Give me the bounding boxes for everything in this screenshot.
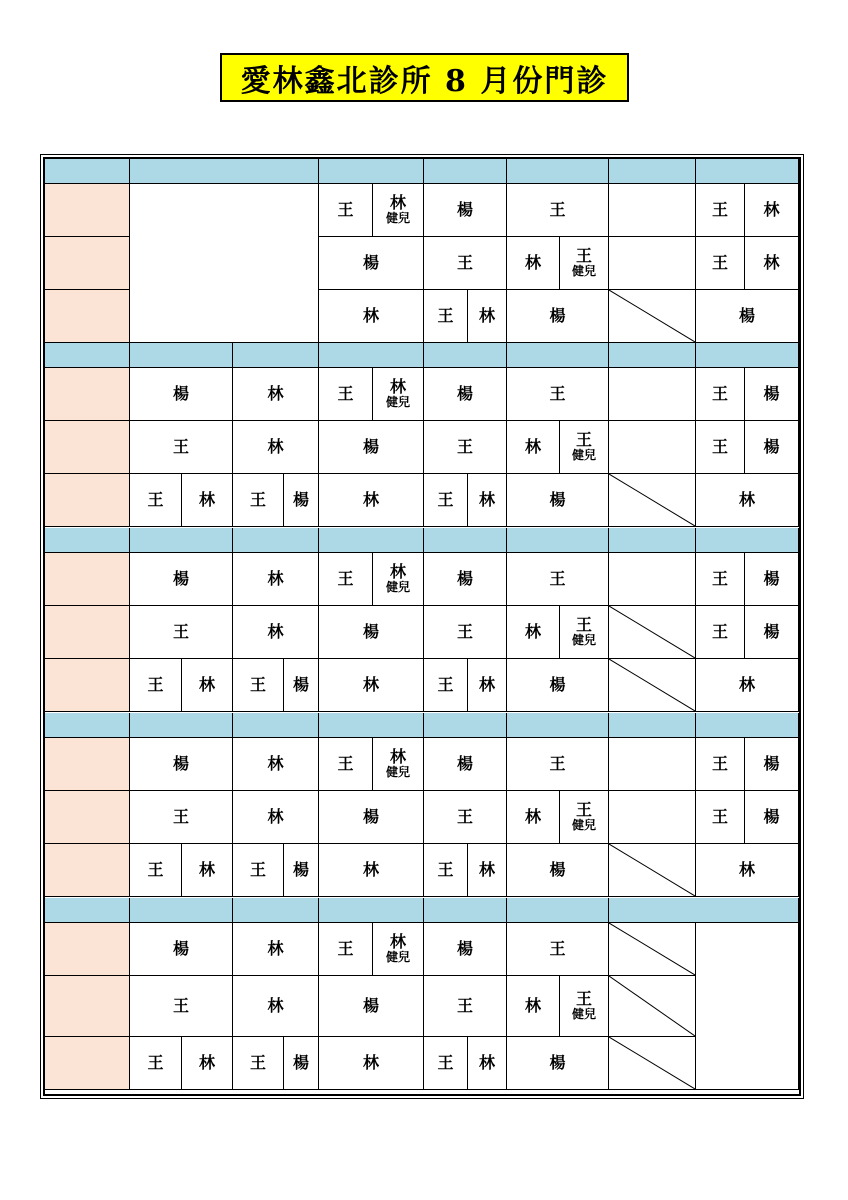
closed-slot	[609, 1037, 696, 1090]
schedule-cell: 楊	[319, 791, 424, 844]
schedule-cell: 王	[130, 421, 233, 474]
schedule-cell: 王	[319, 923, 373, 976]
header-label	[45, 343, 130, 368]
date-header	[507, 713, 609, 738]
schedule-cell: 林	[468, 659, 507, 712]
schedule-cell: 王	[233, 1037, 284, 1090]
doctor-stack	[386, 194, 410, 226]
schedule-cell: 王	[424, 976, 507, 1037]
date-header	[130, 528, 233, 553]
empty-block	[696, 923, 799, 1090]
slot-label	[45, 738, 130, 791]
slot-label	[45, 184, 130, 237]
schedule-cell: 林	[507, 237, 560, 290]
schedule-cell: 楊	[745, 421, 799, 474]
schedule-cell: 王	[696, 368, 745, 421]
diagonal-slash-icon	[609, 844, 695, 896]
schedule-table-inner	[43, 157, 801, 1096]
schedule-cell: 林	[696, 844, 799, 897]
schedule-cell: 王	[319, 738, 373, 791]
schedule-cell: 林	[319, 659, 424, 712]
schedule-cell	[373, 738, 424, 791]
doctor-name: 王	[575, 429, 592, 449]
schedule-cell: 楊	[424, 184, 507, 237]
schedule-cell: 王	[507, 184, 609, 237]
schedule-cell: 王	[130, 659, 182, 712]
schedule-cell: 林	[233, 553, 319, 606]
diagonal-slash-icon	[609, 1037, 695, 1089]
schedule-cell: 楊	[507, 1037, 609, 1090]
date-header	[507, 528, 609, 553]
date-header	[233, 528, 319, 553]
date-header-blank	[609, 898, 799, 923]
schedule-cell: 王	[507, 923, 609, 976]
empty-block	[130, 184, 319, 343]
date-header	[319, 898, 424, 923]
schedule-cell: 林	[696, 659, 799, 712]
doctor-name: 林	[389, 561, 406, 581]
date-header	[609, 713, 696, 738]
doctor-name: 王	[575, 614, 592, 634]
clinic-note: 健兒	[571, 448, 596, 463]
schedule-cell: 王	[130, 1037, 182, 1090]
schedule-cell: 林	[182, 1037, 233, 1090]
schedule-cell: 林	[182, 474, 233, 527]
date-header	[233, 713, 319, 738]
schedule-cell	[609, 368, 696, 421]
schedule-cell: 楊	[130, 738, 233, 791]
date-header	[424, 713, 507, 738]
schedule-cell: 王	[424, 791, 507, 844]
schedule-cell: 王	[319, 184, 373, 237]
clinic-note: 健兒	[571, 1007, 596, 1022]
schedule-cell: 林	[233, 791, 319, 844]
schedule-cell	[609, 184, 696, 237]
date-header	[507, 343, 609, 368]
schedule-cell: 楊	[319, 237, 424, 290]
slot-label	[45, 237, 130, 290]
header-label	[45, 159, 130, 184]
diagonal-slash-icon	[609, 659, 695, 711]
schedule-cell	[373, 184, 424, 237]
doctor-name: 王	[575, 245, 592, 265]
schedule-grid	[45, 159, 799, 1094]
schedule-cell: 林	[319, 844, 424, 897]
date-header	[696, 528, 799, 553]
schedule-cell	[560, 791, 609, 844]
date-header	[233, 898, 319, 923]
schedule-cell	[609, 553, 696, 606]
date-header	[609, 159, 696, 184]
date-header	[609, 343, 696, 368]
schedule-cell: 王	[424, 844, 468, 897]
schedule-cell: 林	[507, 976, 560, 1037]
slot-label	[45, 923, 130, 976]
date-header	[233, 343, 319, 368]
schedule-cell: 楊	[507, 474, 609, 527]
schedule-cell: 王	[424, 237, 507, 290]
schedule-cell: 林	[319, 1037, 424, 1090]
schedule-cell: 楊	[424, 368, 507, 421]
schedule-cell: 楊	[284, 659, 319, 712]
schedule-cell: 王	[130, 791, 233, 844]
schedule-cell: 林	[233, 421, 319, 474]
closed-slot	[609, 976, 696, 1037]
schedule-cell: 林	[233, 923, 319, 976]
clinic-note: 健兒	[385, 765, 410, 780]
doctor-stack	[386, 748, 410, 780]
diagonal-slash-icon	[609, 923, 695, 975]
diagonal-slash-icon	[609, 474, 695, 526]
slot-label	[45, 659, 130, 712]
date-header	[609, 528, 696, 553]
schedule-cell: 王	[424, 606, 507, 659]
schedule-cell	[373, 923, 424, 976]
doctor-stack	[572, 801, 596, 833]
schedule-cell: 林	[182, 844, 233, 897]
schedule-cell: 林	[233, 368, 319, 421]
schedule-cell: 楊	[284, 474, 319, 527]
schedule-cell: 楊	[319, 606, 424, 659]
schedule-cell: 林	[233, 976, 319, 1037]
schedule-cell: 王	[507, 553, 609, 606]
doctor-stack	[386, 563, 410, 595]
doctor-stack	[386, 933, 410, 965]
schedule-cell: 楊	[319, 421, 424, 474]
schedule-cell	[560, 976, 609, 1037]
date-header	[319, 343, 424, 368]
schedule-cell: 王	[424, 1037, 468, 1090]
date-header	[507, 898, 609, 923]
schedule-cell: 王	[696, 738, 745, 791]
date-header	[319, 159, 424, 184]
schedule-cell: 楊	[319, 976, 424, 1037]
slot-label	[45, 1037, 130, 1090]
closed-slot	[609, 844, 696, 897]
header-label	[45, 713, 130, 738]
date-header	[696, 159, 799, 184]
schedule-cell: 王	[319, 553, 373, 606]
doctor-name: 王	[575, 988, 592, 1008]
schedule-cell: 王	[424, 421, 507, 474]
doctor-stack	[572, 247, 596, 279]
schedule-cell: 王	[233, 474, 284, 527]
schedule-cell: 王	[696, 553, 745, 606]
schedule-cell: 楊	[284, 1037, 319, 1090]
doctor-name: 王	[575, 799, 592, 819]
schedule-cell: 林	[745, 184, 799, 237]
schedule-cell: 林	[696, 474, 799, 527]
schedule-cell: 林	[507, 791, 560, 844]
schedule-cell: 王	[424, 474, 468, 527]
closed-slot	[609, 659, 696, 712]
header-label	[45, 898, 130, 923]
date-header	[696, 343, 799, 368]
clinic-note: 健兒	[385, 395, 410, 410]
schedule-cell: 王	[319, 368, 373, 421]
closed-slot	[609, 290, 696, 343]
doctor-name: 林	[389, 192, 406, 212]
clinic-note: 健兒	[571, 264, 596, 279]
schedule-cell	[609, 791, 696, 844]
schedule-cell: 林	[745, 237, 799, 290]
schedule-cell: 王	[424, 290, 468, 343]
schedule-cell: 楊	[130, 923, 233, 976]
schedule-cell	[560, 237, 609, 290]
schedule-cell: 林	[468, 844, 507, 897]
schedule-cell	[560, 421, 609, 474]
closed-slot	[609, 474, 696, 527]
schedule-cell: 楊	[745, 606, 799, 659]
schedule-cell: 楊	[130, 553, 233, 606]
schedule-cell: 林	[468, 474, 507, 527]
schedule-cell: 林	[319, 474, 424, 527]
schedule-cell: 楊	[424, 923, 507, 976]
schedule-cell: 王	[424, 659, 468, 712]
slot-label	[45, 844, 130, 897]
slot-label	[45, 368, 130, 421]
schedule-cell: 林	[233, 606, 319, 659]
diagonal-slash-icon	[609, 606, 695, 658]
schedule-cell: 楊	[284, 844, 319, 897]
slot-label	[45, 553, 130, 606]
doctor-name: 林	[389, 376, 406, 396]
date-header	[319, 713, 424, 738]
slot-label	[45, 290, 130, 343]
schedule-cell: 王	[233, 844, 284, 897]
diagonal-slash-icon	[609, 290, 695, 342]
clinic-note: 健兒	[385, 950, 410, 965]
date-header	[319, 528, 424, 553]
schedule-cell: 林	[233, 738, 319, 791]
schedule-cell: 王	[507, 368, 609, 421]
schedule-cell: 王	[696, 421, 745, 474]
date-header	[507, 159, 609, 184]
schedule-cell: 楊	[745, 368, 799, 421]
diagonal-slash-icon	[609, 976, 695, 1036]
header-label	[45, 528, 130, 553]
schedule-cell: 楊	[745, 553, 799, 606]
doctor-stack	[572, 990, 596, 1022]
date-header-blank	[130, 159, 319, 184]
schedule-cell: 楊	[424, 738, 507, 791]
date-header	[130, 898, 233, 923]
schedule-cell: 楊	[424, 553, 507, 606]
closed-slot	[609, 923, 696, 976]
schedule-cell	[373, 368, 424, 421]
closed-slot	[609, 606, 696, 659]
date-header	[130, 713, 233, 738]
doctor-name: 林	[389, 931, 406, 951]
schedule-cell: 楊	[745, 738, 799, 791]
schedule-cell: 楊	[745, 791, 799, 844]
date-header	[424, 343, 507, 368]
schedule-cell: 王	[130, 474, 182, 527]
doctor-name: 林	[389, 746, 406, 766]
slot-label	[45, 976, 130, 1037]
clinic-note: 健兒	[571, 633, 596, 648]
schedule-cell: 林	[507, 606, 560, 659]
schedule-cell: 林	[319, 290, 424, 343]
schedule-cell: 林	[468, 290, 507, 343]
doctor-stack	[572, 431, 596, 463]
clinic-note: 健兒	[571, 818, 596, 833]
date-header	[424, 159, 507, 184]
schedule-cell: 楊	[696, 290, 799, 343]
slot-label	[45, 421, 130, 474]
schedule-cell: 林	[507, 421, 560, 474]
schedule-cell: 王	[233, 659, 284, 712]
date-header	[130, 343, 233, 368]
schedule-cell	[609, 738, 696, 791]
schedule-table	[40, 154, 804, 1099]
slot-label	[45, 791, 130, 844]
date-header	[696, 713, 799, 738]
schedule-cell: 王	[696, 606, 745, 659]
schedule-cell: 王	[696, 184, 745, 237]
slot-label	[45, 474, 130, 527]
date-header	[424, 528, 507, 553]
clinic-note: 健兒	[385, 211, 410, 226]
schedule-cell: 王	[130, 844, 182, 897]
schedule-cell: 王	[696, 237, 745, 290]
schedule-cell: 王	[696, 791, 745, 844]
page-title: 愛林鑫北診所 8 月份門診	[220, 53, 629, 102]
schedule-cell	[373, 553, 424, 606]
schedule-cell: 楊	[507, 659, 609, 712]
schedule-cell: 林	[468, 1037, 507, 1090]
slot-label	[45, 606, 130, 659]
doctor-stack	[572, 616, 596, 648]
schedule-cell: 王	[130, 976, 233, 1037]
schedule-cell	[560, 606, 609, 659]
clinic-note: 健兒	[385, 580, 410, 595]
doctor-stack	[386, 378, 410, 410]
schedule-cell	[609, 421, 696, 474]
date-header	[424, 898, 507, 923]
schedule-cell: 王	[130, 606, 233, 659]
schedule-cell: 王	[507, 738, 609, 791]
schedule-cell: 楊	[507, 844, 609, 897]
schedule-cell	[609, 237, 696, 290]
schedule-cell: 楊	[507, 290, 609, 343]
schedule-cell: 林	[182, 659, 233, 712]
schedule-cell: 楊	[130, 368, 233, 421]
